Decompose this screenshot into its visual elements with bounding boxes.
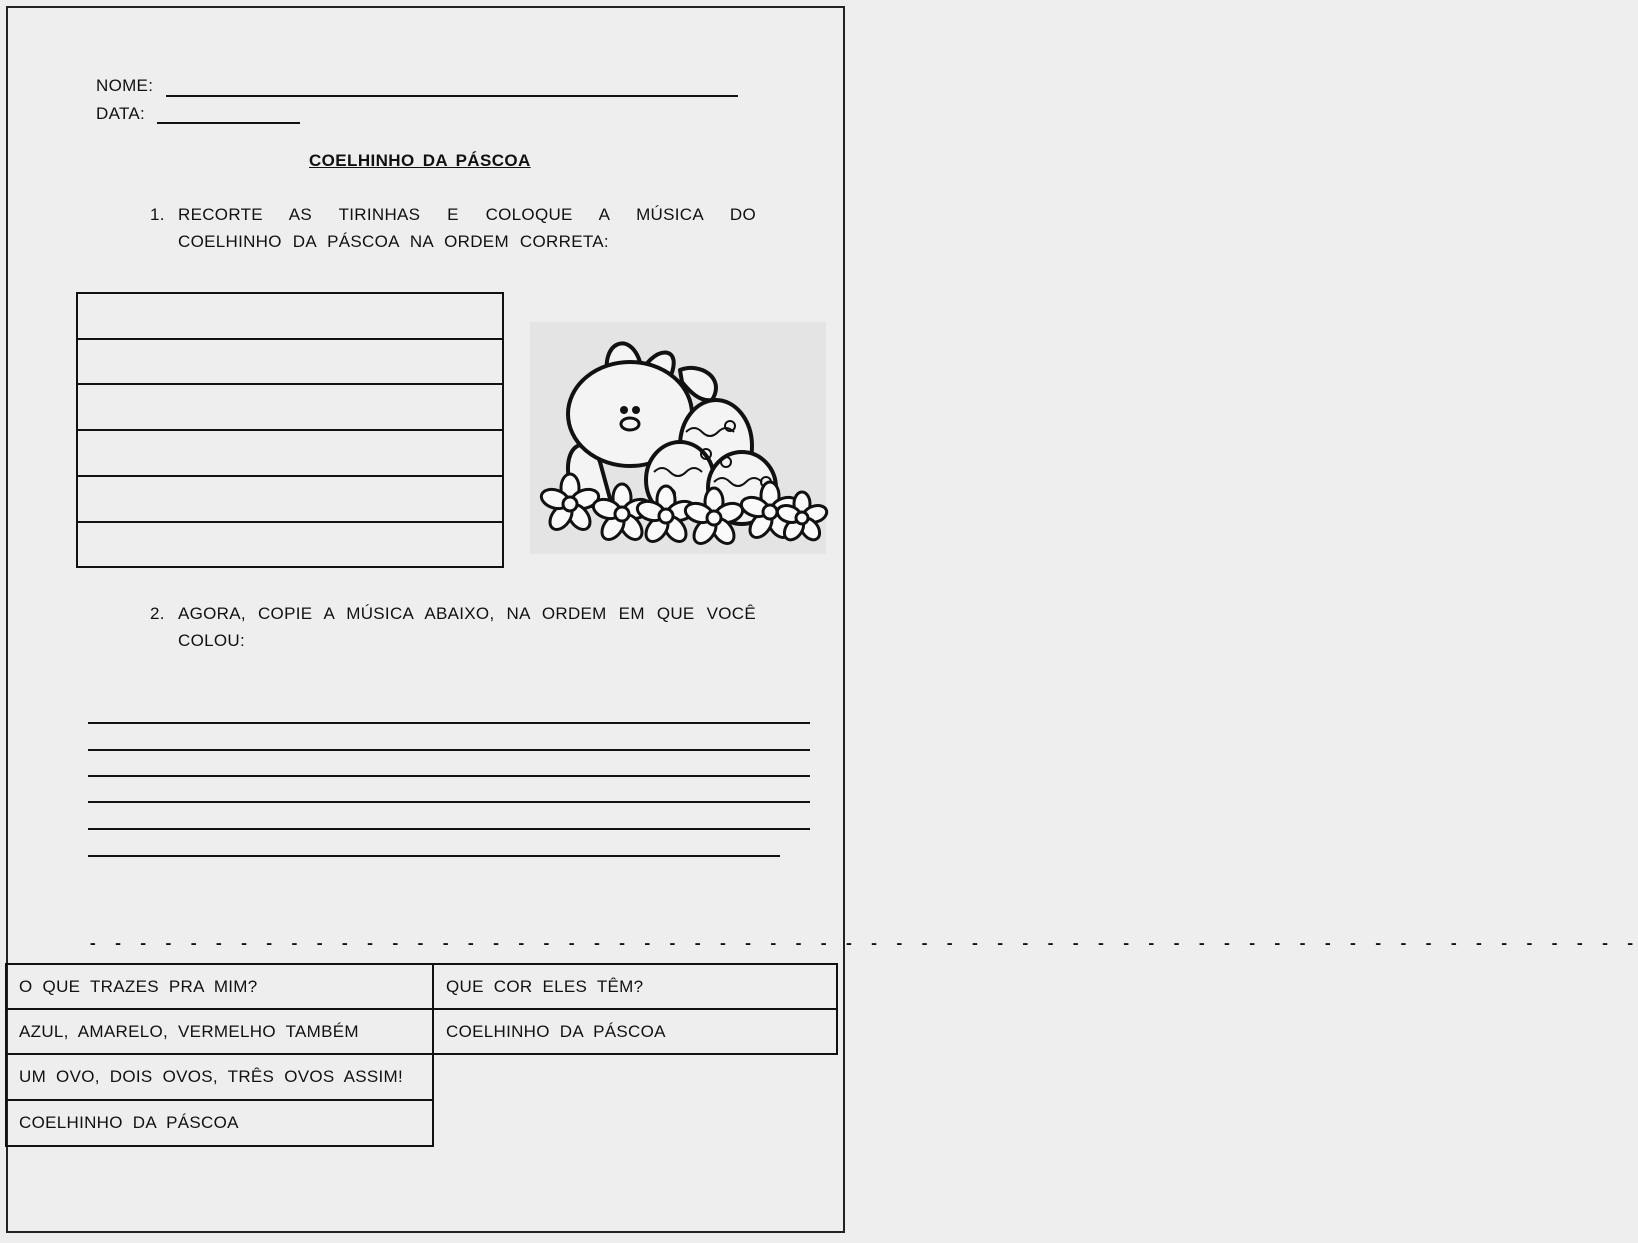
writing-line[interactable] [88,828,810,830]
strips-paste-box[interactable] [76,292,504,568]
exercise-2-text: AGORA, COPIE A MÚSICA ABAIXO, NA ORDEM EM QUE VOCÊ COLOU: [178,604,756,650]
strip-divider [78,383,502,385]
exercise-1-text: RECORTE AS TIRINHAS E COLOQUE A MÚSICA DO COELHINHO DA PÁSCOA NA ORDEM CORRETA: [178,205,756,251]
cutout-strip[interactable]: COELHINHO DA PÁSCOA [5,1099,434,1147]
writing-line[interactable] [88,775,810,777]
cutout-strip[interactable]: UM OVO, DOIS OVOS, TRÊS OVOS ASSIM! [5,1053,434,1101]
exercise-2-number: 2. [150,604,165,623]
writing-line[interactable] [88,749,810,751]
writing-line[interactable] [88,722,810,724]
exercise-1 [150,201,756,255]
cut-line: - - - - - - - - - - - - - - - - - - - - - - - - - - - - - - - - - - - - - - - - - - - - - - - - - - - - - - - - - - - - - - [88,935,1638,953]
cutout-strip[interactable]: COELHINHO DA PÁSCOA [432,1008,838,1055]
exercise-1-number: 1. [150,205,165,224]
strip-divider [78,475,502,477]
date-field-line[interactable] [157,122,300,124]
strip-divider [78,521,502,523]
writing-line[interactable] [88,801,810,803]
strip-divider [78,429,502,431]
cutout-strip[interactable]: O QUE TRAZES PRA MIM? [5,963,434,1010]
date-label: DATA: [96,104,146,123]
page-title: COELHINHO DA PÁSCOA [309,151,531,170]
name-field-line[interactable] [166,95,738,97]
strip-divider [78,338,502,340]
name-label: NOME: [96,76,154,95]
writing-line[interactable] [88,855,780,857]
bunny-easter-eggs-icon [530,322,826,554]
exercise-2 [150,600,756,654]
cutout-strip[interactable]: QUE COR ELES TÊM? [432,963,838,1010]
cutout-strip[interactable]: AZUL, AMARELO, VERMELHO TAMBÉM [5,1008,434,1055]
